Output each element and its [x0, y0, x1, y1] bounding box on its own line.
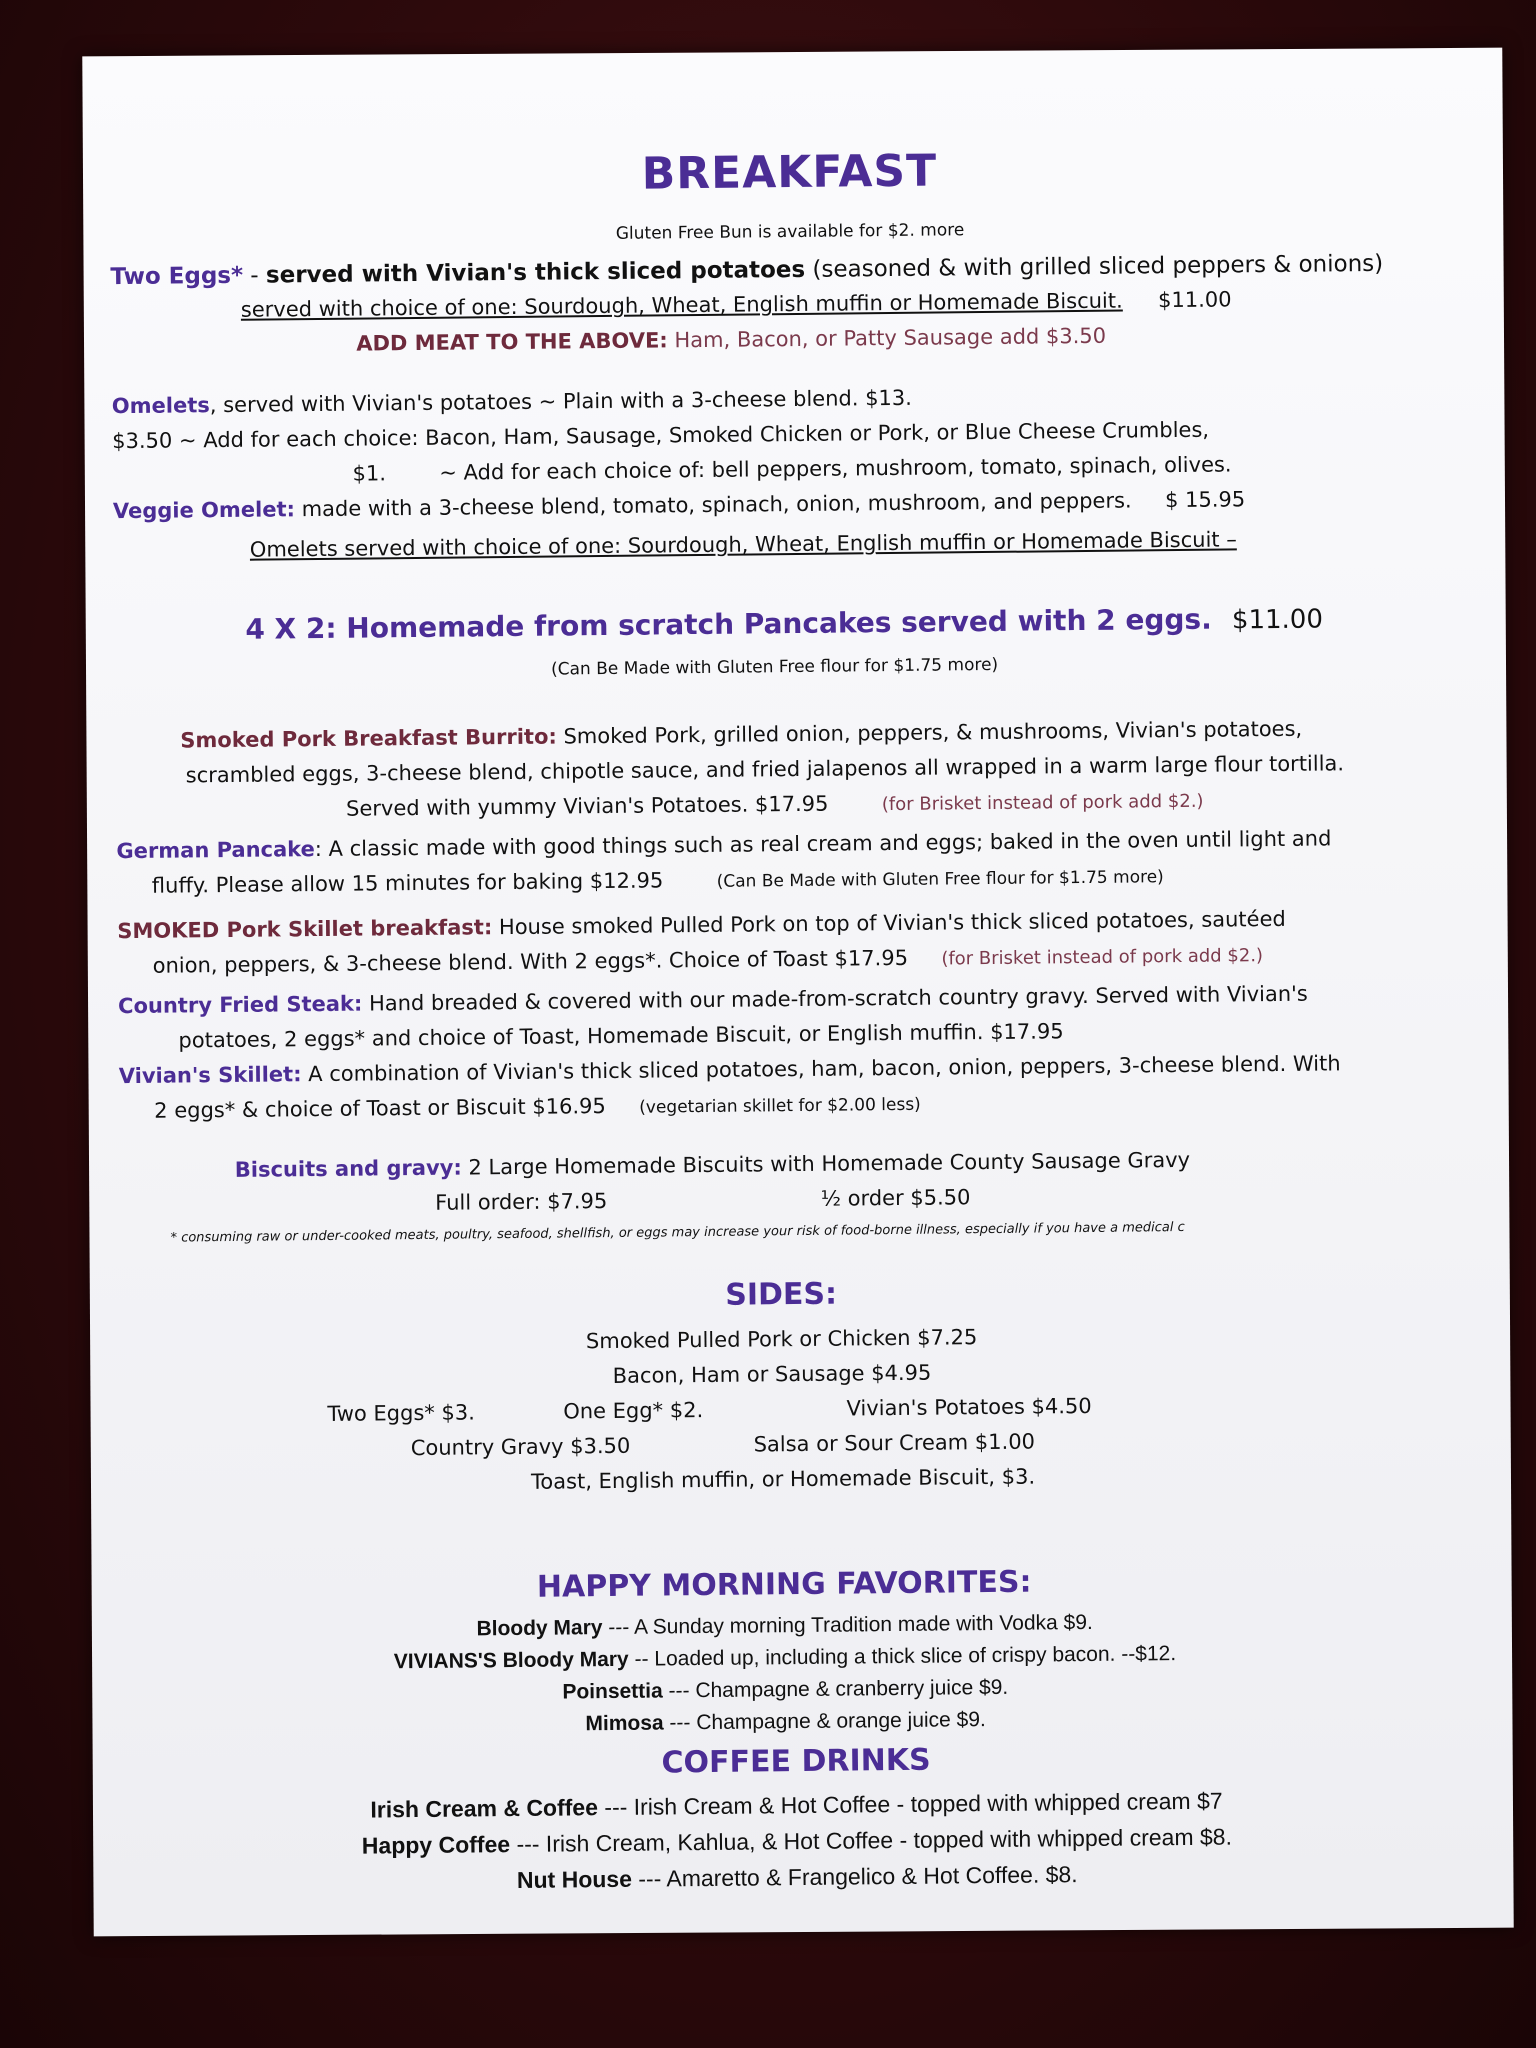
- pork-skillet-line1: [117, 904, 1536, 943]
- gluten-note: Gluten Free Bun is available for $2. more: [615, 220, 965, 244]
- menu-content: [78, 45, 1518, 1940]
- two-eggs-desc-bold: served with Vivian's thick sliced potatoes: [265, 256, 806, 289]
- burrito-note: (for Brisket instead of pork add $2.): [881, 790, 1204, 816]
- happy-item-0: [75, 1607, 1495, 1646]
- happy-item-1: [75, 1639, 1495, 1678]
- german-line1-text: : A classic made with good things such as real cream and eggs; baked in the oven until light and: [314, 826, 1332, 862]
- veggie-omelet-name: Veggie Omelet:: [112, 497, 296, 524]
- happy-item-name: Bloody Mary: [476, 1616, 603, 1641]
- german-line2: [152, 859, 1536, 898]
- sides-potatoes: Vivian's Potatoes $4.50: [846, 1393, 1092, 1421]
- coffee-item-desc: --- Amaretto & Frangelico & Hot Coffee. $8.: [631, 1861, 1078, 1892]
- two-eggs-item: [110, 250, 1490, 290]
- coffee-item-name: Irish Cream & Coffee: [370, 1794, 599, 1823]
- pancakes-name: 4 X 2: Homemade from scratch Pancakes served with 2 eggs.: [245, 602, 1212, 646]
- biscuits-full: Full order: $7.95: [435, 1189, 608, 1215]
- sides-row4: [411, 1421, 1536, 1460]
- happy-item-desc: -- Loaded up, including a thick slice of crispy bacon. --$12.: [628, 1642, 1177, 1671]
- sides-one-egg: One Egg* $2.: [563, 1398, 704, 1424]
- omelets-line3-text: ~ Add for each choice of: bell peppers, mushroom, tomato, spinach, olives.: [439, 452, 1232, 485]
- vivians-skillet-line1-text: A combination of Vivian's thick sliced potatoes, ham, bacon, onion, peppers, 3-cheese blend. With: [301, 1051, 1341, 1087]
- sides-gravy: Country Gravy $3.50: [410, 1433, 631, 1461]
- pork-skillet-line2-text: onion, peppers, & 3-cheese blend. With 2 eggs*. Choice of Toast $17.95: [152, 945, 909, 978]
- vivians-skillet-line1: [119, 1049, 1536, 1088]
- sides-row3: [327, 1387, 1536, 1426]
- pancakes-price: $11.00: [1231, 604, 1324, 636]
- happy-item-desc: --- A Sunday morning Tradition made with Vodka $9.: [602, 1610, 1093, 1640]
- two-eggs-choice: served with choice of one: Sourdough, Wheat, English muffin or Homemade Biscuit.: [240, 288, 1123, 322]
- country-steak-line1-text: Hand breaded & covered with our made-from-scratch country gravy. Served with Vivian's: [362, 981, 1308, 1016]
- pork-skillet-note: (for Brisket instead of pork add $2.): [941, 945, 1264, 970]
- burrito-name: Smoked Pork Breakfast Burrito:: [180, 724, 557, 753]
- biscuits-prices: [435, 1176, 1536, 1215]
- coffee-item-name: Nut House: [516, 1865, 633, 1893]
- omelets-name: Omelets: [111, 393, 210, 419]
- veggie-omelet-line: [113, 484, 1533, 523]
- coffee-item-2: [87, 1857, 1507, 1899]
- two-eggs-desc: (seasoned & with grilled sliced peppers & onions): [805, 250, 1384, 283]
- vivians-skillet-note: (vegetarian skillet for $2.00 less): [639, 1094, 921, 1118]
- sides-row2: Bacon, Ham or Sausage $4.95: [612, 1360, 932, 1388]
- omelets-line3-price: $1.: [352, 461, 387, 486]
- disclaimer: * consuming raw or under-cooked meats, poultry, seafood, shellfish, or eggs may increase your risk of food-borne illness, especially if you have a medical c: [170, 1219, 1185, 1246]
- two-eggs-dash: -: [242, 262, 267, 289]
- burrito-line3-text: Served with yummy Vivian's Potatoes. $17.95: [345, 791, 829, 821]
- happy-item-2: [75, 1671, 1495, 1710]
- country-steak-line2: potatoes, 2 eggs* and choice of Toast, Homemade Biscuit, or English muffin. $17.95: [178, 1019, 1064, 1053]
- biscuits-line: [235, 1143, 1536, 1182]
- add-meat-label: ADD MEAT TO THE ABOVE:: [356, 328, 668, 356]
- burrito-line1-text: Smoked Pork, grilled onion, peppers, & mushrooms, Vivian's potatoes,: [556, 716, 1303, 749]
- burrito-line3: [346, 782, 1536, 821]
- vivians-skillet-line2: [154, 1084, 1536, 1123]
- pancakes-note: (Can Be Made with Gluten Free flour for $1.75 more): [550, 654, 999, 680]
- german-note: (Can Be Made with Gluten Free flour for $1.75 more): [716, 867, 1164, 892]
- omelets-line3: [352, 447, 1536, 486]
- happy-item-3: [76, 1703, 1496, 1742]
- coffee-item-desc: --- Irish Cream & Hot Coffee - topped with whipped cream $7: [597, 1787, 1223, 1821]
- two-eggs-choice-line: [241, 285, 1481, 322]
- veggie-omelet-choice-line: [33, 525, 1453, 564]
- burrito-line1: [180, 714, 1536, 753]
- happy-item-desc: --- Champagne & cranberry juice $9.: [662, 1675, 1009, 1703]
- veggie-omelet-desc: made with a 3-cheese blend, tomato, spinach, onion, mushroom, and peppers.: [294, 488, 1132, 522]
- happy-item-desc: --- Champagne & orange juice $9.: [663, 1708, 986, 1735]
- add-meat-line: [21, 320, 1441, 359]
- happy-item-name: Poinsettia: [562, 1679, 663, 1704]
- omelets-line1-text: , served with Vivian's potatoes ~ Plain with a 3-cheese blend. $13.: [209, 385, 913, 418]
- sides-title: SIDES:: [725, 1276, 838, 1313]
- german-line2-text: fluffy. Please allow 15 minutes for baking $12.95: [151, 868, 664, 898]
- biscuits-half: ½ order $5.50: [820, 1185, 971, 1211]
- omelets-line2: $3.50 ~ Add for each choice: Bacon, Ham, Sausage, Smoked Chicken or Pork, or Blue Cheese Crumbles,: [112, 417, 1210, 454]
- two-eggs-name: Two Eggs*: [110, 262, 244, 291]
- sides-salsa: Salsa or Sour Cream $1.00: [753, 1429, 1036, 1457]
- pork-skillet-line2: [153, 939, 1536, 978]
- pancakes-line: [74, 600, 1494, 648]
- happy-title: HAPPY MORNING FAVORITES:: [536, 1564, 1032, 1605]
- pork-skillet-line1-text: House smoked Pulled Pork on top of Vivian's thick sliced potatoes, sautéed: [492, 906, 1286, 940]
- veggie-omelet-choice: Omelets served with choice of one: Sourdough, Wheat, English muffin or Homemade Biscuit –: [249, 527, 1237, 562]
- biscuits-name: Biscuits and gravy:: [234, 1155, 462, 1182]
- coffee-title: COFFEE DRINKS: [661, 1742, 931, 1781]
- coffee-item-1: [87, 1821, 1507, 1863]
- pork-skillet-name: SMOKED Pork Skillet breakfast:: [117, 915, 493, 944]
- sides-toast: Toast, English muffin, or Homemade Biscuit, $3.: [530, 1464, 1036, 1494]
- german-line1: [116, 824, 1536, 863]
- coffee-item-desc: --- Irish Cream, Kahlua, & Hot Coffee - topped with whipped cream $8.: [509, 1823, 1233, 1858]
- country-steak-name: Country Fried Steak:: [117, 991, 363, 1019]
- happy-item-name: VIVIANS'S Bloody Mary: [393, 1647, 629, 1674]
- german-name: German Pancake: [116, 837, 315, 864]
- breakfast-title: BREAKFAST: [641, 145, 938, 200]
- omelets-line1: [112, 379, 1532, 418]
- add-meat-text: Ham, Bacon, or Patty Sausage add $3.50: [667, 323, 1107, 353]
- biscuits-desc: 2 Large Homemade Biscuits with Homemade County Sausage Gravy: [461, 1147, 1191, 1180]
- two-eggs-price: $11.00: [1157, 287, 1232, 313]
- vivians-skillet-line2-text: 2 eggs* & choice of Toast or Biscuit $16.95: [154, 1094, 606, 1123]
- country-steak-line1: [118, 979, 1536, 1018]
- sides-two-eggs: Two Eggs* $3.: [327, 1400, 476, 1426]
- vivians-skillet-name: Vivian's Skillet:: [118, 1062, 302, 1089]
- sides-row1: Smoked Pulled Pork or Chicken $7.25: [585, 1325, 978, 1354]
- veggie-omelet-price: $ 15.95: [1164, 487, 1246, 513]
- coffee-item-name: Happy Coffee: [361, 1831, 511, 1859]
- burrito-line2: scrambled eggs, 3-cheese blend, chipotle sauce, and fried jalapenos all wrapped in a warm large flour tortilla.: [185, 751, 1345, 788]
- happy-item-name: Mimosa: [585, 1711, 664, 1736]
- coffee-item-0: [86, 1785, 1506, 1827]
